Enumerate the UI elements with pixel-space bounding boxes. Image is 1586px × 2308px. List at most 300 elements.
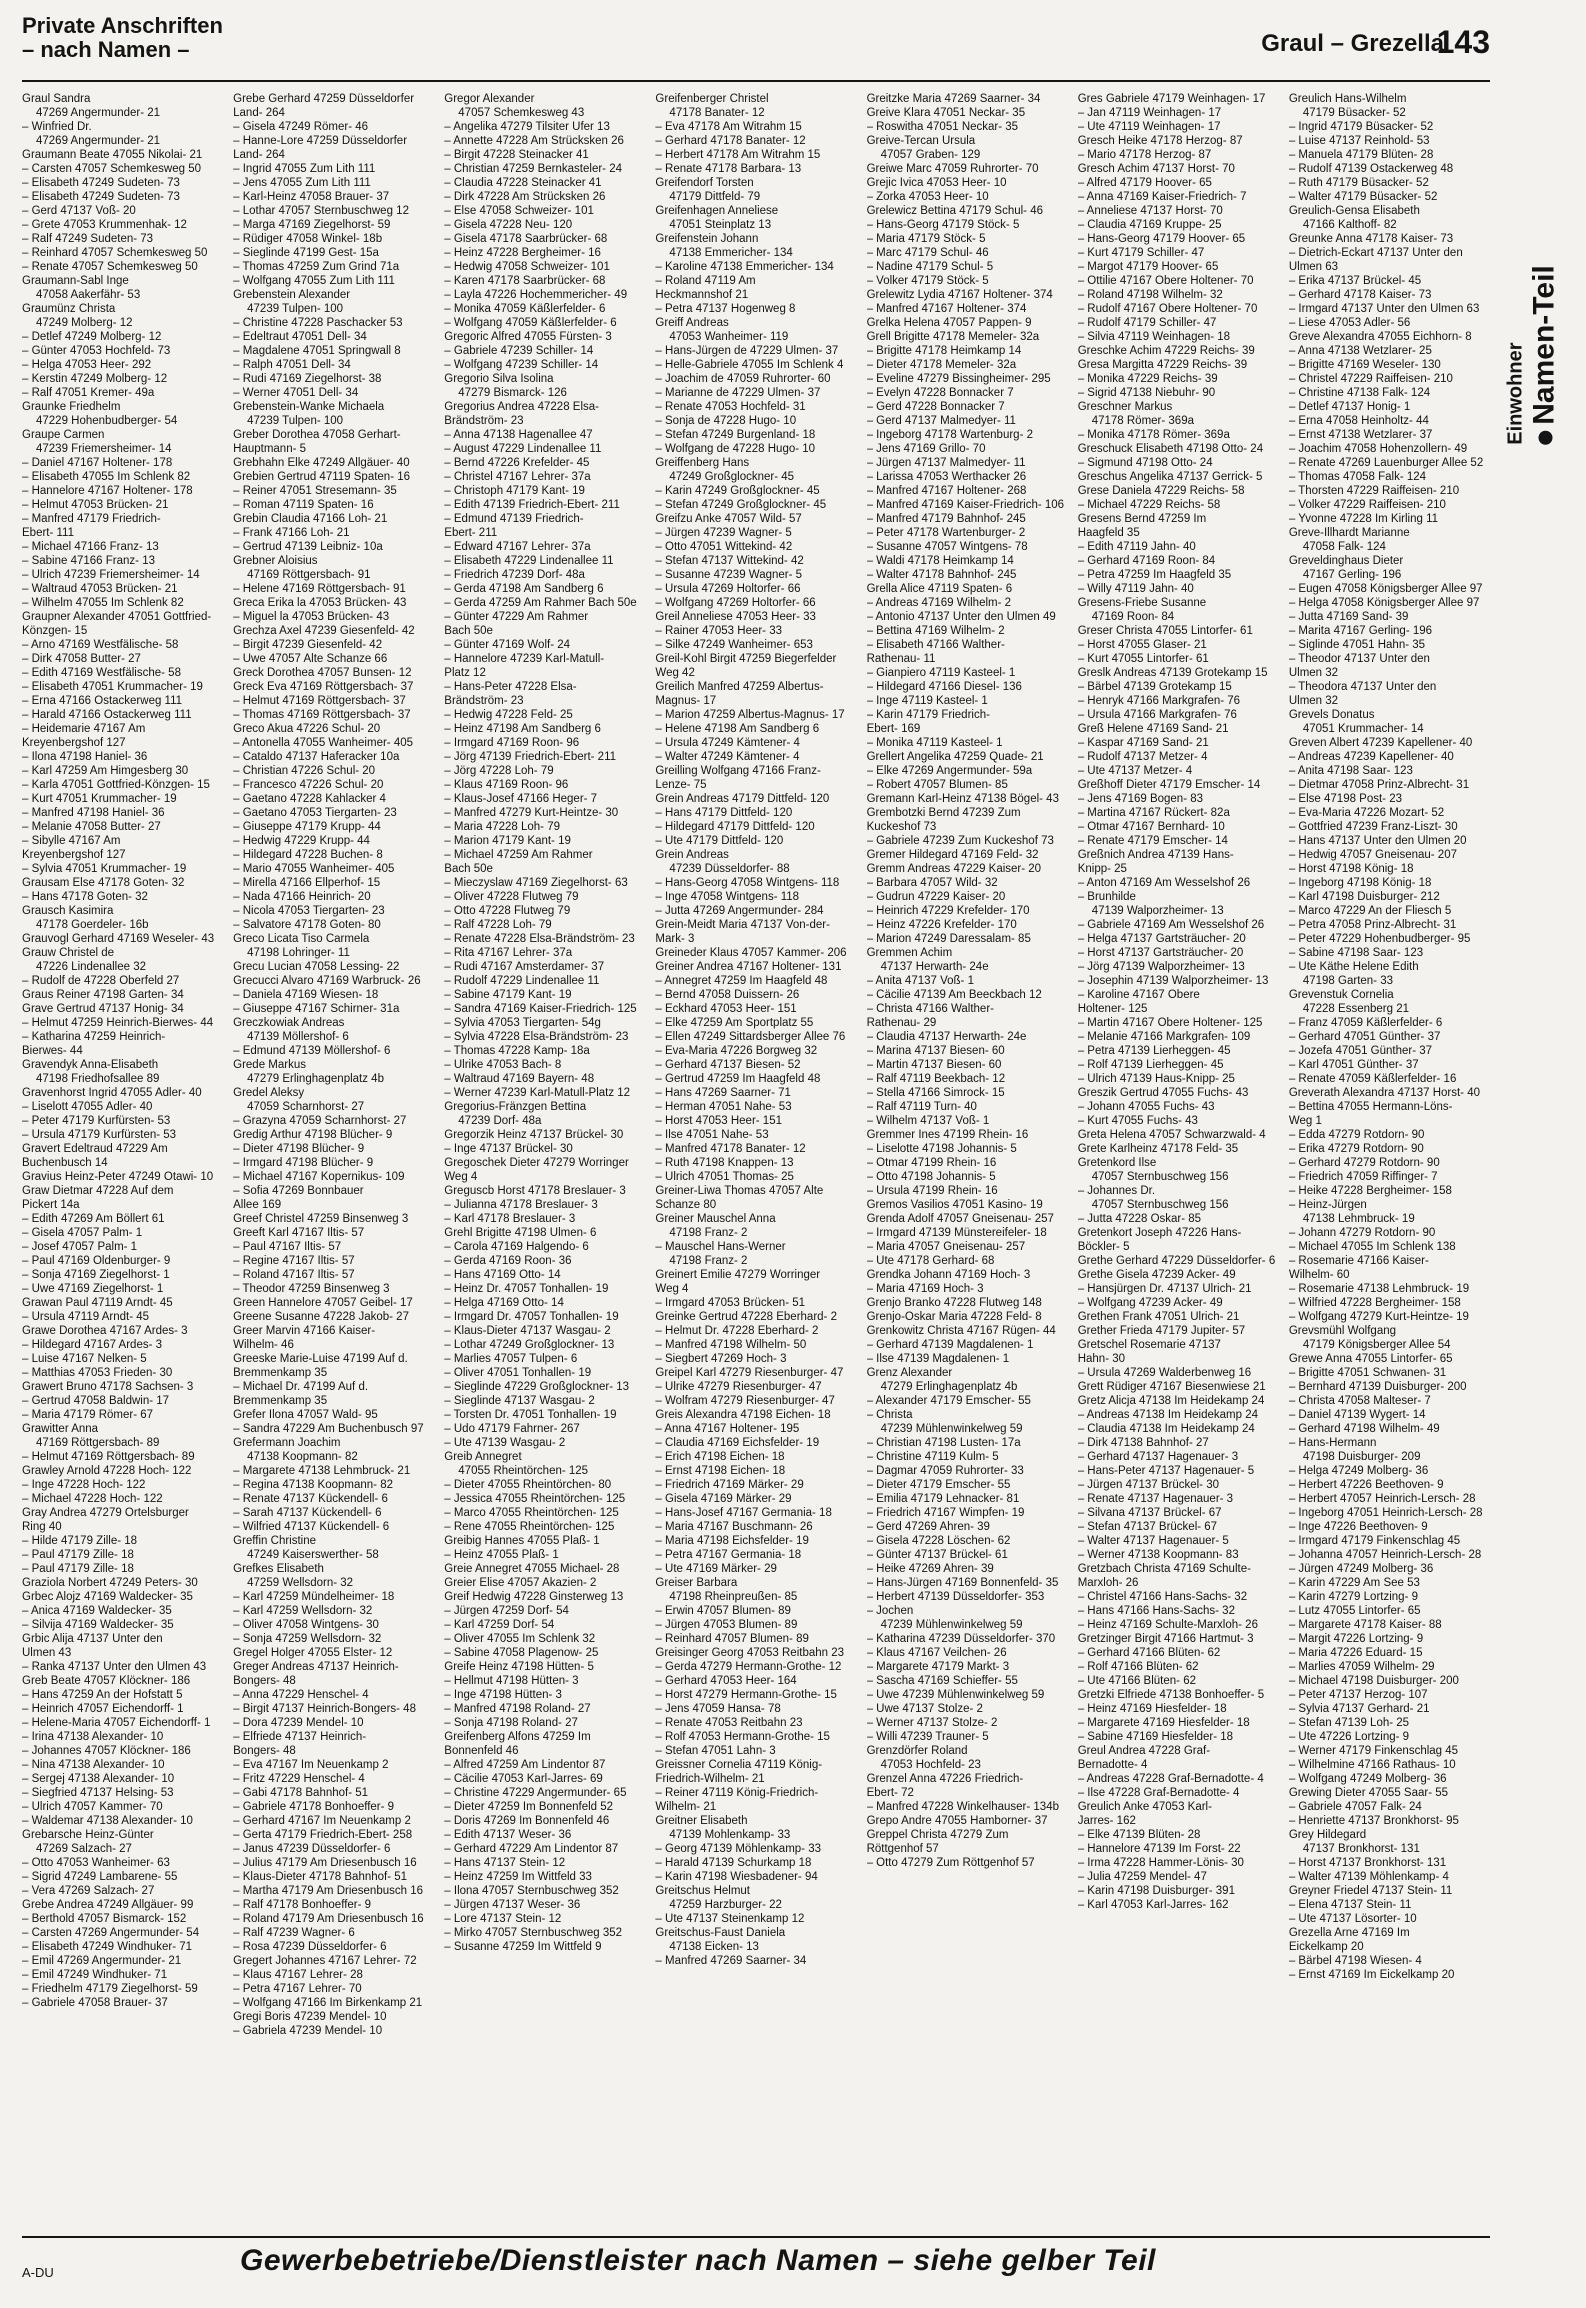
directory-entry: – Martin 47167 Obere Holtener- 125 <box>1077 1017 1263 1029</box>
directory-entry: Greibig Hannes 47055 Plaß- 1 <box>444 1535 600 1547</box>
directory-entry: – Jan 47119 Weinhagen- 17 <box>1077 107 1222 119</box>
directory-entry: – Elisabeth 47229 Lindenallee 11 <box>444 555 614 567</box>
directory-entry: – Sascha 47169 Schieffer- 55 <box>866 1675 1018 1687</box>
directory-entry: – Ilse 47228 Graf-Bernadotte- 4 <box>1077 1787 1240 1799</box>
directory-entry: – Gisela 47057 Palm- 1 <box>22 1227 143 1239</box>
directory-entry: Wilhelm- 60 <box>1288 1269 1350 1281</box>
directory-entry: – Nada 47166 Heinrich- 20 <box>233 891 371 903</box>
directory-entry: – Stefan 47249 Großglockner- 45 <box>655 499 827 511</box>
directory-entry: – Grete 47053 Krummenhak- 12 <box>22 219 187 231</box>
directory-column <box>1289 92 1490 2242</box>
directory-entry: – Herman 47051 Nahe- 53 <box>655 1101 792 1113</box>
directory-entry: Grejic Ivica 47053 Heer- 10 <box>866 177 1007 189</box>
directory-entry: Grembotzki Bernd 47239 Zum <box>866 807 1021 819</box>
directory-entry: – Irmgard Dr. 47057 Tonhallen- 19 <box>444 1311 619 1323</box>
directory-entry: – Jürgen 47259 Dorf- 54 <box>444 1605 569 1617</box>
directory-entry: Gresch Achim 47137 Horst- 70 <box>1077 163 1235 175</box>
directory-entry: – Marina 47137 Biesen- 60 <box>866 1045 1005 1057</box>
directory-entry: Grendka Johann 47169 Hoch- 3 <box>866 1269 1031 1281</box>
directory-entry: – Ursula 47249 Kämtener- 4 <box>655 737 800 749</box>
directory-entry: Hahn- 30 <box>1077 1353 1126 1365</box>
directory-entry: – Arno 47169 Westfälische- 58 <box>22 639 179 651</box>
directory-entry: – Sieglinde 47229 Großglockner- 13 <box>444 1381 630 1393</box>
directory-entry: – Julianna 47178 Breslauer- 3 <box>444 1199 598 1211</box>
directory-entry: Grebenstein Alexander <box>233 289 351 301</box>
directory-entry: – Liselott 47055 Adler- 40 <box>22 1101 153 1113</box>
directory-entry: – Manfred 47198 Roland- 27 <box>444 1703 591 1715</box>
directory-entry: Ulmen 32 <box>1288 695 1339 707</box>
directory-column <box>233 92 434 2242</box>
directory-entry: – Friedrich 47059 Riffinger- 7 <box>1288 1171 1438 1183</box>
directory-entry: – Gertrud 47058 Baldwin- 17 <box>22 1395 170 1407</box>
directory-entry: – Kurt 47051 Krummacher- 19 <box>22 793 177 805</box>
directory-entry: – Nicola 47053 Tiergarten- 23 <box>233 905 385 917</box>
directory-entry: – Petra 47058 Prinz-Albrecht- 31 <box>1288 919 1457 931</box>
directory-entry: Gremmer Ines 47199 Rhein- 16 <box>866 1129 1029 1141</box>
directory-entry: Grevels Donatus <box>1288 709 1375 721</box>
directory-entry: – Miguel la 47053 Brücken- 43 <box>233 611 390 623</box>
directory-entry: – Udo 47179 Fahrner- 267 <box>444 1423 580 1435</box>
directory-entry: – Wolfram 47279 Riesenburger- 47 <box>655 1395 835 1407</box>
directory-entry: – Marco 47229 An der Fliesch 5 <box>1288 905 1452 917</box>
directory-entry: Haagfeld 35 <box>1077 527 1140 539</box>
directory-entry: – Maria 47167 Buschmann- 26 <box>655 1521 813 1533</box>
directory-entry: – Antonella 47055 Wanheimer- 405 <box>233 737 414 749</box>
directory-entry: Greßnich Andrea 47139 Hans- <box>1077 849 1234 861</box>
side-label-big <box>1528 265 1562 444</box>
directory-entry: Grave Gertrud 47137 Honig- 34 <box>22 1003 184 1015</box>
directory-entry: 47239 Tulpen- 100 <box>247 415 344 427</box>
directory-entry: – Gaetano 47053 Tiergarten- 23 <box>233 807 397 819</box>
directory-entry: – Sandra 47169 Kaiser-Friedrich- 125 <box>444 1003 637 1015</box>
directory-entry: – Larissa 47053 Werthacker 26 <box>866 471 1027 483</box>
directory-entry: – Walter 47249 Kämtener- 4 <box>655 751 800 763</box>
directory-entry: – Inge 47198 Hütten- 3 <box>444 1689 562 1701</box>
directory-entry: – Liselotte 47198 Johannis- 5 <box>866 1143 1017 1155</box>
directory-entry: – Ilse 47139 Magdalenen- 1 <box>866 1353 1010 1365</box>
directory-entry: – Wolfgang 47239 Acker- 49 <box>1077 1297 1223 1309</box>
directory-entry: – Margarete 47179 Markt- 3 <box>866 1661 1010 1673</box>
directory-entry: – Gerda 47198 Am Sandberg 6 <box>444 583 604 595</box>
directory-entry: – Karen 47178 Saarbrücker- 68 <box>444 275 606 287</box>
directory-entry: – Marco 47055 Rheintörchen- 125 <box>444 1507 619 1519</box>
directory-entry: Gredel Aleksy <box>233 1087 305 1099</box>
directory-entry: – Heinz 47198 Am Sandberg 6 <box>444 723 601 735</box>
directory-entry: – Marion 47249 Daressalam- 85 <box>866 933 1031 945</box>
directory-entry: Ulmen 43 <box>22 1647 72 1659</box>
directory-entry: – Willy 47119 Jahn- 40 <box>1077 583 1194 595</box>
directory-entry: Weg 42 <box>655 667 695 679</box>
directory-entry: Grenkowitz Christa 47167 Rügen- 44 <box>866 1325 1056 1337</box>
directory-entry: – Michael 47198 Duisburger- 200 <box>1288 1675 1459 1687</box>
directory-entry: – Bärbel 47139 Grotekamp 15 <box>1077 681 1232 693</box>
directory-entry: – Hannelore 47139 Im Forst- 22 <box>1077 1843 1241 1855</box>
directory-entry: – Oliver 47058 Wintgens- 30 <box>233 1619 379 1631</box>
directory-entry: 47138 Emmericher- 134 <box>669 247 793 259</box>
directory-entry: Greschke Achim 47229 Reichs- 39 <box>1077 345 1255 357</box>
directory-entry: – Uwe 47137 Stolze- 2 <box>866 1703 983 1715</box>
directory-entry: – Margot 47179 Hoover- 65 <box>1077 261 1219 273</box>
directory-entry: – Roland 47179 Am Driesenbusch 16 <box>233 1913 424 1925</box>
directory-entry: – Hans-Peter 47137 Hagenauer- 5 <box>1077 1465 1255 1477</box>
directory-entry: – Ute 47166 Blüten- 62 <box>1077 1675 1196 1687</box>
directory-entry: Rathenau- 29 <box>866 1017 937 1029</box>
directory-entry: Greco Akua 47226 Schul- 20 <box>233 723 381 735</box>
directory-entry: – Katharina 47259 Heinrich- <box>22 1031 166 1043</box>
directory-entry: – Michael 47228 Hoch- 122 <box>22 1493 163 1505</box>
directory-entry: – Waldemar 47138 Alexander- 10 <box>22 1815 193 1827</box>
directory-entry: – Ernst 47138 Wetzlarer- 37 <box>1288 429 1433 441</box>
directory-entry: – Sibylle 47167 Am <box>22 835 121 847</box>
directory-entry: – Hellmut 47198 Hütten- 3 <box>444 1675 579 1687</box>
directory-entry: – Kurt 47179 Schiller- 47 <box>1077 247 1205 259</box>
directory-entry: – Werner 47137 Stolze- 2 <box>866 1717 998 1729</box>
directory-entry: – Wolfgang 47239 Schiller- 14 <box>444 359 599 371</box>
directory-entry: – Monika 47178 Römer- 369a <box>1077 429 1230 441</box>
directory-entry: – Christa 47058 Malteser- 7 <box>1288 1395 1431 1407</box>
directory-entry: – Oliver 47055 Im Schlenk 32 <box>444 1633 596 1645</box>
directory-entry: – Renate 47137 Kückendell- 6 <box>233 1493 388 1505</box>
directory-entry: – Marita 47167 Gerling- 196 <box>1288 625 1433 637</box>
directory-entry: – Hans-Hermann <box>1288 1437 1377 1449</box>
directory-entry: – Gisela 47228 Neu- 120 <box>444 219 573 231</box>
directory-entry: – Rita 47167 Lehrer- 37a <box>444 947 573 959</box>
directory-entry: 47198 Friedhofsallee 89 <box>36 1073 160 1085</box>
directory-entry: Grauw Christel de <box>22 947 115 959</box>
directory-entry: Gremann Karl-Heinz 47138 Bögel- 43 <box>866 793 1059 805</box>
directory-entry: – Rosemarie 47166 Kaiser- <box>1288 1255 1429 1267</box>
directory-entry: – Hannelore 47167 Holtener- 178 <box>22 485 193 497</box>
directory-entry: – Marion 47259 Albertus-Magnus- 17 <box>655 709 845 721</box>
directory-entry: – Reinhard 47057 Blumen- 89 <box>655 1633 809 1645</box>
directory-entry: Grenda Adolf 47057 Gneisenau- 257 <box>866 1213 1054 1225</box>
directory-entry: 47279 Erlinghagenplatz 4b <box>247 1073 384 1085</box>
directory-entry: Gremm Andreas 47229 Kaiser- 20 <box>866 863 1042 875</box>
directory-entry: Greifenstein Johann <box>655 233 759 245</box>
directory-entry: – Rolf 47139 Lierheggen- 45 <box>1077 1059 1224 1071</box>
directory-entry: Graw Dietmar 47228 Auf dem <box>22 1185 174 1197</box>
directory-entry: – Jörg 47228 Loh- 79 <box>444 765 554 777</box>
directory-entry: Greck Dorothea 47057 Bunsen- 12 <box>233 667 412 679</box>
directory-entry: Platz 12 <box>444 667 486 679</box>
directory-entry: – Ilse 47051 Nahe- 53 <box>655 1129 769 1141</box>
directory-entry: Grebe Andrea 47249 Allgäuer- 99 <box>22 1899 194 1911</box>
directory-entry: – Herbert 47226 Beethoven- 9 <box>1288 1479 1444 1491</box>
directory-entry: – Friedrich 47167 Wimpfen- 19 <box>866 1507 1025 1519</box>
directory-entry: – Hans 47269 Saarner- 71 <box>655 1087 791 1099</box>
directory-entry: – Michael Dr. 47199 Auf d. <box>233 1381 369 1393</box>
directory-entry: – Ulrich 47139 Haus-Knipp- 25 <box>1077 1073 1235 1085</box>
directory-entry: – Maria 47228 Loh- 79 <box>444 821 560 833</box>
footer-banner: Gewerbebetriebe/Dienstleister nach Namen – siehe gelber Teil <box>240 2244 1156 2277</box>
directory-entry: Marxloh- 26 <box>1077 1577 1139 1589</box>
page-number: 143 <box>1436 24 1490 60</box>
directory-entry: – Maria 47198 Eichsfelder- 19 <box>655 1535 809 1547</box>
directory-entry: – Herbert 47139 Düsseldorfer- 353 <box>866 1591 1045 1603</box>
directory-entry: – Edith 47269 Am Böllert 61 <box>22 1213 165 1225</box>
directory-entry: 47226 Lindenallee 32 <box>36 961 146 973</box>
directory-entry: Ebert- 72 <box>866 1787 914 1799</box>
directory-entry: Grawe Dorothea 47167 Ardes- 3 <box>22 1325 188 1337</box>
directory-entry: – Werner 47179 Finkenschlag 45 <box>1288 1745 1459 1757</box>
directory-entry: Kuckeshof 73 <box>866 821 937 833</box>
directory-entry: – Dora 47239 Mendel- 10 <box>233 1717 364 1729</box>
directory-entry: – Klaus-Dieter 47178 Bahnhof- 51 <box>233 1871 408 1883</box>
directory-entry: – Dieter 47179 Emscher- 55 <box>866 1479 1011 1491</box>
directory-entry: Gresa Margitta 47229 Reichs- 39 <box>1077 359 1248 371</box>
directory-entry: – Silvija 47169 Waldecker- 35 <box>22 1619 174 1631</box>
directory-entry: – Karl 47259 Am Himgesberg 30 <box>22 765 189 777</box>
side-section-label <box>1504 265 1561 445</box>
directory-entry: – Johannes 47057 Klöckner- 186 <box>22 1745 191 1757</box>
directory-entry: – Anica 47169 Waldecker- 35 <box>22 1605 172 1617</box>
directory-entry: – Cäcilie 47053 Karl-Jarres- 69 <box>444 1773 603 1785</box>
directory-entry: Gresch Heike 47178 Herzog- 87 <box>1077 135 1243 147</box>
directory-entry: – Detlef 47137 Honig- 1 <box>1288 401 1411 413</box>
directory-entry: – Gerta 47179 Friedrich-Ebert- 258 <box>233 1829 413 1841</box>
directory-entry: – Wolfgang de 47228 Hugo- 10 <box>655 443 816 455</box>
directory-entry: – Gerhard 47229 Am Lindentor 87 <box>444 1843 619 1855</box>
directory-entry: – Walter 47139 Möhlenkamp- 4 <box>1288 1871 1449 1883</box>
directory-entry: Allee 169 <box>233 1199 282 1211</box>
side-label-big-text: Namen-Teil <box>1527 265 1561 425</box>
directory-entry: Greib Annegret <box>444 1451 522 1463</box>
directory-entry: – Renate 47059 Käßlerfelder- 16 <box>1288 1073 1457 1085</box>
directory-entry: 47198 Franz- 2 <box>669 1227 748 1239</box>
directory-entry: – Roswitha 47051 Neckar- 35 <box>866 121 1019 133</box>
directory-entry: – Dieter 47055 Rheintörchen- 80 <box>444 1479 612 1491</box>
directory-entry: – Dieter 47198 Blücher- 9 <box>233 1143 365 1155</box>
directory-entry: – Gerhard 47167 Im Neuenkamp 2 <box>233 1815 411 1827</box>
directory-entry: – Reiner 47051 Stresemann- 35 <box>233 485 397 497</box>
directory-entry: – Carsten 47269 Angermunder- 54 <box>22 1927 200 1939</box>
directory-entry: – Gabriele 47169 Am Wesselshof 26 <box>1077 919 1265 931</box>
directory-entry: – Johannes Dr. <box>1077 1185 1156 1197</box>
directory-entry: – Hedwig 47228 Feld- 25 <box>444 709 573 721</box>
directory-entry: – Rudolf 47229 Lindenallee 11 <box>444 975 600 987</box>
directory-entry: Grenzdörfer Roland <box>866 1745 968 1757</box>
directory-entry: – Kurt 47055 Lintorfer- 61 <box>1077 653 1209 665</box>
directory-entry: – Karin 47279 Lortzing- 9 <box>1288 1591 1418 1603</box>
directory-entry: – Gaetano 47228 Kahlacker 4 <box>233 793 386 805</box>
directory-entry: – Wilhelm 47137 Voß- 1 <box>866 1115 990 1127</box>
directory-entry: – Susanne 47057 Wintgens- 78 <box>866 541 1028 553</box>
directory-entry: Gretzinger Birgit 47166 Hartmut- 3 <box>1077 1633 1254 1645</box>
directory-entry: Greitzke Maria 47269 Saarner- 34 <box>866 93 1041 105</box>
directory-entry: 47269 Angermunder- 21 <box>36 107 161 119</box>
directory-entry: Greis Alexandra 47198 Eichen- 18 <box>655 1409 831 1421</box>
directory-entry: 47053 Wanheimer- 119 <box>669 331 789 343</box>
directory-entry: – Jochen <box>866 1605 914 1617</box>
directory-entry: Greife Heinz 47198 Hütten- 5 <box>444 1661 594 1673</box>
directory-entry: – Ulrich 47239 Friemersheimer- 14 <box>22 569 200 581</box>
directory-entry: – Heinz 47169 Hiesfelder- 18 <box>1077 1703 1227 1715</box>
directory-entry: Grein Andreas <box>655 849 729 861</box>
directory-entry: – Bernd 47058 Duissern- 26 <box>655 989 800 1001</box>
directory-entry: – Maria 47169 Hoch- 3 <box>866 1283 984 1295</box>
directory-entry: Greef Christel 47259 Binsenweg 3 <box>233 1213 409 1225</box>
directory-entry: – Eva 47178 Am Witrahm 15 <box>655 121 802 133</box>
directory-entry: – Hildegard 47166 Diesel- 136 <box>866 681 1022 693</box>
directory-entry: – Wolfgang 47279 Kurt-Heintze- 19 <box>1288 1311 1469 1323</box>
directory-entry: 47249 Kaiserswerther- 58 <box>247 1549 379 1561</box>
directory-entry: – Heinz 47169 Schulte-Marxloh- 26 <box>1077 1619 1258 1631</box>
directory-entry: – Karl 47053 Karl-Jarres- 162 <box>1077 1899 1229 1911</box>
directory-entry: – Inge 47228 Hoch- 122 <box>22 1479 146 1491</box>
directory-entry: Greß Helene 47169 Sand- 21 <box>1077 723 1229 735</box>
directory-entry: – Silvia 47119 Weinhagen- 18 <box>1077 331 1231 343</box>
directory-entry: Greck Eva 47169 Röttgersbach- 37 <box>233 681 414 693</box>
directory-entry: Gregorius Andrea 47228 Elsa- <box>444 401 599 413</box>
directory-entry: – Christine 47228 Paschacker 53 <box>233 317 403 329</box>
directory-entry: 47167 Gerling- 196 <box>1302 569 1402 581</box>
directory-entry: Greser Christa 47055 Lintorfer- 61 <box>1077 625 1253 637</box>
directory-entry: – Elisabeth 47051 Krummacher- 19 <box>22 681 203 693</box>
directory-entry: – Detlef 47249 Molberg- 12 <box>22 331 162 343</box>
directory-entry: 47239 Düsseldorfer- 88 <box>669 863 790 875</box>
directory-entry: Greger Andreas 47137 Heinrich- <box>233 1661 399 1673</box>
directory-entry: Gravius Heinz-Peter 47249 Otawi- 10 <box>22 1171 214 1183</box>
directory-entry: – Siegfried 47137 Helsing- 53 <box>22 1787 174 1799</box>
directory-entry: 47057 Graben- 129 <box>880 149 981 161</box>
directory-entry: 47169 Röttgersbach- 89 <box>36 1437 160 1449</box>
directory-entry: – Rosa 47239 Düsseldorfer- 6 <box>233 1941 387 1953</box>
directory-entry: – Bettina 47169 Wilhelm- 2 <box>866 625 1005 637</box>
directory-entry: – Helmut Dr. 47228 Eberhard- 2 <box>655 1325 819 1337</box>
directory-entry: 47166 Kalthoff- 82 <box>1302 219 1397 231</box>
directory-entry: 47269 Angermunder- 21 <box>36 135 161 147</box>
directory-entry: – Robert 47057 Blumen- 85 <box>866 779 1008 791</box>
directory-entry: – Marion 47179 Kant- 19 <box>444 835 571 847</box>
directory-entry: – Thomas 47259 Zum Grind 71a <box>233 261 400 273</box>
directory-entry: – Alfred 47179 Hoover- 65 <box>1077 177 1212 189</box>
directory-entry: – Gerhard 47139 Magdalenen- 1 <box>866 1339 1034 1351</box>
directory-entry: Greppel Christa 47279 Zum <box>866 1829 1009 1841</box>
directory-entry: – Josephin 47139 Walporzheimer- 13 <box>1077 975 1269 987</box>
directory-entry: Schanze 80 <box>655 1199 717 1211</box>
directory-entry: – Roman 47119 Spaten- 16 <box>233 499 374 511</box>
directory-column <box>655 92 856 2242</box>
directory-entry: – Grazyna 47059 Scharnhorst- 27 <box>233 1115 407 1127</box>
directory-entry: Buchenbusch 14 <box>22 1157 108 1169</box>
directory-entry: – Ute 47137 Steinenkamp 12 <box>655 1913 805 1925</box>
directory-entry: – Dagmar 47059 Ruhrorter- 33 <box>866 1465 1024 1477</box>
directory-entry: – Inge 47119 Kasteel- 1 <box>866 695 988 707</box>
directory-entry: – Gerd 47137 Malmedyer- 11 <box>866 415 1016 427</box>
side-label-small: Einwohner <box>1504 342 1527 445</box>
directory-entry: Weg 1 <box>1288 1115 1322 1127</box>
directory-entry: Greschus Angelika 47137 Gerrick- 5 <box>1077 471 1263 483</box>
directory-entry: Grbec Alojz 47169 Waldecker- 35 <box>22 1591 193 1603</box>
footer-code: A-DU <box>22 2265 54 2280</box>
directory-entry: – Karoline 47167 Obere <box>1077 989 1200 1001</box>
directory-entry: Greulich-Gensa Elisabeth <box>1288 205 1420 217</box>
directory-entry: – Wolfgang 47249 Molberg- 36 <box>1288 1773 1447 1785</box>
directory-entry: – Martha 47179 Am Driesenbusch 16 <box>233 1885 424 1897</box>
directory-entry: Greb Beate 47057 Klöckner- 186 <box>22 1675 191 1687</box>
directory-entry: – Ute 47169 Märker- 29 <box>655 1563 777 1575</box>
directory-entry: – Gerhard 47053 Heer- 164 <box>655 1675 797 1687</box>
directory-entry: – Horst 47279 Hermann-Grothe- 15 <box>655 1689 837 1701</box>
directory-entry: – Jörg 47139 Friedrich-Ebert- 211 <box>444 751 617 763</box>
directory-entry: Grebe Gerhard 47259 Düsseldorfer <box>233 93 415 105</box>
directory-entry: Greta Helena 47057 Schwarzwald- 4 <box>1077 1129 1266 1141</box>
directory-entry: – Otmar 47167 Bernhard- 10 <box>1077 821 1225 833</box>
directory-entry: – Günter 47053 Hochfeld- 73 <box>22 345 171 357</box>
directory-entry: Gregi Boris 47239 Mendel- 10 <box>233 2011 387 2023</box>
directory-entry: – Hildegard 47179 Dittfeld- 120 <box>655 821 815 833</box>
directory-entry: – Hans-Jürgen 47169 Bonnenfeld- 35 <box>866 1577 1059 1589</box>
directory-columns <box>22 92 1490 2242</box>
directory-entry: Greitschus-Faust Daniela <box>655 1927 786 1939</box>
directory-entry: Greczkowiak Andreas <box>233 1017 345 1029</box>
directory-entry: Weg 4 <box>655 1283 689 1295</box>
directory-entry: Grawley Arnold 47228 Hoch- 122 <box>22 1465 192 1477</box>
directory-entry: – Inge 47058 Wintgens- 118 <box>655 891 800 903</box>
directory-entry: – Petra 47137 Hogenweg 8 <box>655 303 796 315</box>
directory-entry: – Gisela 47169 Märker- 29 <box>655 1493 792 1505</box>
directory-entry: – Christel 47229 Raiffeisen- 210 <box>1288 373 1453 385</box>
directory-entry: – Hildegard 47167 Ardes- 3 <box>22 1339 163 1351</box>
directory-entry: – Anita 47198 Saar- 123 <box>1288 765 1413 777</box>
directory-entry: – Sonja 47259 Wellsdorn- 32 <box>233 1633 382 1645</box>
directory-entry: – Waldi 47178 Heimkamp 14 <box>866 555 1014 567</box>
directory-entry: – Heidemarie 47167 Am <box>22 723 146 735</box>
directory-entry: – Helene 47169 Röttgersbach- 91 <box>233 583 406 595</box>
directory-entry: – Manfred 47179 Friedrich- <box>22 513 161 525</box>
directory-entry: Magnus- 17 <box>655 695 717 707</box>
directory-entry: – Stefan 47051 Lahn- 3 <box>655 1745 776 1757</box>
directory-entry: – Jürgen 47053 Blumen- 89 <box>655 1619 798 1631</box>
directory-entry: – Marlies 47059 Wilhelm- 29 <box>1288 1661 1435 1673</box>
directory-entry: – Ralf 47239 Wagner- 6 <box>233 1927 355 1939</box>
directory-entry: Grefer Ilona 47057 Wald- 95 <box>233 1409 378 1421</box>
directory-entry: – Ralf 47119 Turn- 40 <box>866 1101 977 1113</box>
directory-entry: – Edda 47279 Rotdorn- 90 <box>1288 1129 1425 1141</box>
directory-entry: – Wilfried 47137 Kückendell- 6 <box>233 1521 390 1533</box>
directory-entry: 47269 Salzach- 27 <box>36 1843 132 1855</box>
directory-entry: Grell Brigitte 47178 Memeler- 32a <box>866 331 1040 343</box>
directory-entry: 47057 Sternbuschweg 156 <box>1091 1199 1229 1211</box>
directory-entry: 47179 Dittfeld- 79 <box>669 191 761 203</box>
directory-entry: – Joachim 47058 Hohenzollern- 49 <box>1288 443 1468 455</box>
directory-entry: – Otto 47198 Johannis- 5 <box>866 1171 996 1183</box>
directory-entry: – Susanne 47239 Wagner- 5 <box>655 569 803 581</box>
directory-entry: Grein Andreas 47179 Dittfeld- 120 <box>655 793 830 805</box>
directory-entry: – Renate 47057 Schemkesweg 50 <box>22 261 198 273</box>
directory-entry: – Martin 47137 Biesen- 60 <box>866 1059 1002 1071</box>
directory-entry: – Petra 47139 Lierheggen- 45 <box>1077 1045 1231 1057</box>
directory-entry: – Marc 47179 Schul- 46 <box>866 247 989 259</box>
directory-entry: Gray Andrea 47279 Ortelsburger <box>22 1507 189 1519</box>
directory-entry: Grebenstein-Wanke Michaela <box>233 401 385 413</box>
directory-entry: – August 47229 Lindenallee 11 <box>444 443 602 455</box>
directory-entry: – Renate 47053 Hochfeld- 31 <box>655 401 806 413</box>
directory-entry: – Monika 47229 Reichs- 39 <box>1077 373 1218 385</box>
directory-entry: Grella Alice 47119 Spaten- 6 <box>866 583 1013 595</box>
directory-entry: – Gertrud 47259 Im Haagfeld 48 <box>655 1073 821 1085</box>
directory-entry: – Edmund 47139 Friedrich- <box>444 513 584 525</box>
section-title-line-1: Private Anschriften <box>22 13 223 38</box>
directory-entry: – Elfriede 47137 Heinrich- <box>233 1731 367 1743</box>
directory-entry: – Heinrich 47229 Krefelder- 170 <box>866 905 1030 917</box>
directory-entry: – Reinhard 47057 Schemkesweg 50 <box>22 247 208 259</box>
directory-entry: – Emil 47249 Windhuker- 71 <box>22 1969 168 1981</box>
directory-entry: – Katharina 47239 Düsseldorfer- 370 <box>866 1633 1056 1645</box>
directory-entry: – Bernd 47226 Krefelder- 45 <box>444 457 590 469</box>
directory-entry: 47198 Duisburger- 209 <box>1302 1451 1421 1463</box>
directory-entry: Graziola Norbert 47249 Peters- 30 <box>22 1577 198 1589</box>
